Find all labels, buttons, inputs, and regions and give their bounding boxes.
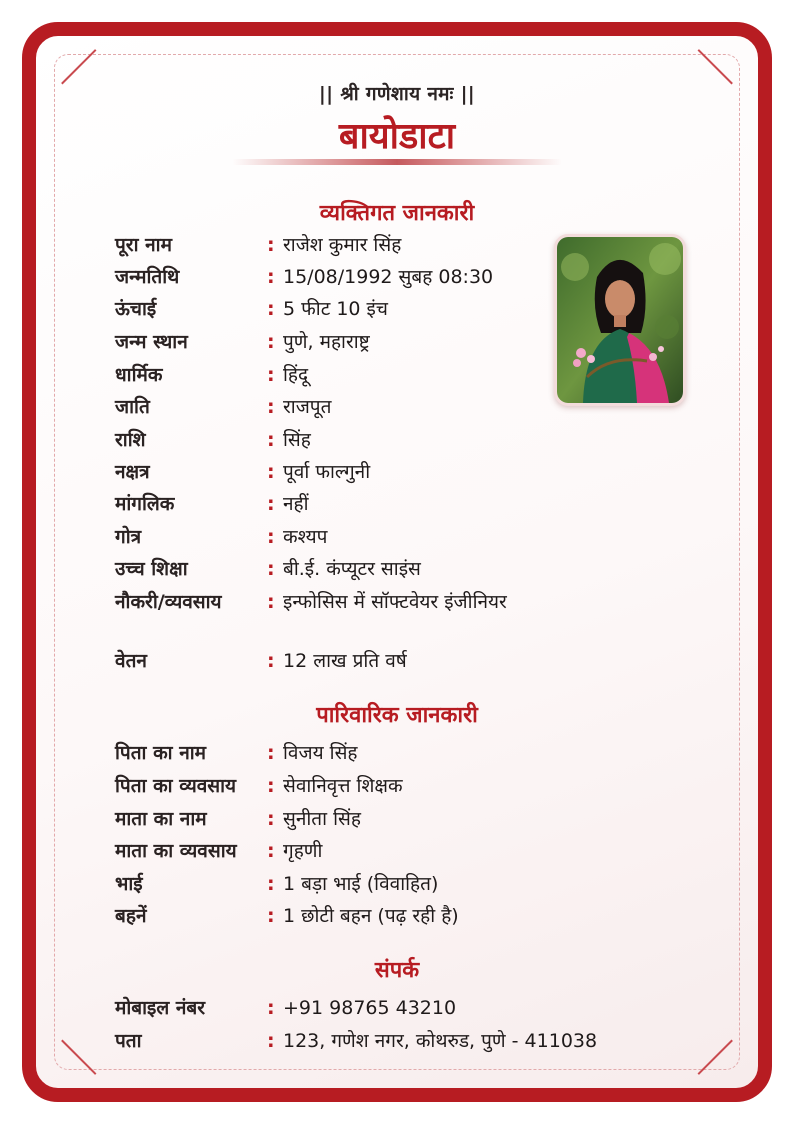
field-separator: : — [267, 591, 275, 613]
field-label: माता का व्यवसाय — [115, 840, 237, 862]
field-separator: : — [267, 396, 275, 418]
field-separator: : — [267, 298, 275, 320]
field-separator: : — [267, 558, 275, 580]
field-mother-name — [115, 806, 635, 838]
field-value: पूर्वा फाल्गुनी — [283, 461, 371, 483]
field-value: सिंह — [283, 429, 311, 451]
field-separator: : — [267, 873, 275, 895]
field-value: विजय सिंह — [283, 742, 358, 764]
field-value: 5 फीट 10 इंच — [283, 298, 388, 320]
field-sisters — [115, 903, 635, 935]
field-label: ऊंचाई — [115, 298, 157, 320]
field-religion — [115, 362, 635, 394]
field-education — [115, 556, 635, 588]
field-label: जाति — [115, 396, 150, 418]
field-address — [115, 1028, 635, 1060]
field-father-name — [115, 740, 635, 772]
field-father-occupation — [115, 773, 635, 805]
field-value: सेवानिवृत्त शिक्षक — [283, 775, 403, 797]
field-separator: : — [267, 650, 275, 672]
field-mobile — [115, 995, 635, 1027]
field-separator: : — [267, 461, 275, 483]
field-label: माता का नाम — [115, 808, 207, 830]
field-label: मांगलिक — [115, 493, 175, 515]
field-label: पिता का व्यवसाय — [115, 775, 237, 797]
field-separator: : — [267, 808, 275, 830]
field-label: बहनें — [115, 905, 147, 927]
field-value: 15/08/1992 सुबह 08:30 — [283, 266, 494, 288]
field-height — [115, 296, 635, 328]
section-title-contact: संपर्क — [374, 958, 420, 983]
corner-ornament — [698, 1040, 749, 1091]
field-separator: : — [267, 364, 275, 386]
field-full-name — [115, 232, 635, 264]
field-separator: : — [267, 526, 275, 548]
field-nakshatra — [115, 459, 635, 491]
field-zodiac — [115, 427, 635, 459]
field-value: राजेश कुमार सिंह — [283, 234, 402, 256]
field-separator: : — [267, 775, 275, 797]
field-value: सुनीता सिंह — [283, 808, 361, 830]
corner-ornament — [46, 1040, 97, 1091]
field-value: कश्यप — [283, 526, 328, 548]
field-mother-occupation — [115, 838, 635, 870]
field-value: +91 98765 43210 — [283, 997, 457, 1019]
field-separator: : — [267, 997, 275, 1019]
field-brothers — [115, 871, 635, 903]
field-value: राजपूत — [283, 396, 332, 418]
field-label: पता — [115, 1030, 142, 1052]
field-value: नहीं — [283, 493, 309, 515]
field-occupation — [115, 589, 635, 647]
field-label: नक्षत्र — [115, 461, 150, 483]
field-label: जन्म स्थान — [115, 331, 188, 353]
field-label: उच्च शिक्षा — [115, 558, 188, 580]
blessing-line: || श्री गणेशाय नमः || — [318, 83, 476, 105]
field-separator: : — [267, 429, 275, 451]
field-birth-place — [115, 329, 635, 361]
field-gotra — [115, 524, 635, 556]
field-separator: : — [267, 905, 275, 927]
field-separator: : — [267, 840, 275, 862]
field-separator: : — [267, 493, 275, 515]
corner-ornament — [698, 34, 749, 85]
field-label: धार्मिक — [115, 364, 163, 386]
field-separator: : — [267, 266, 275, 288]
section-title-personal: व्यक्तिगत जानकारी — [319, 201, 475, 226]
field-label: गोत्र — [115, 526, 142, 548]
field-value: हिंदू — [283, 364, 309, 386]
field-value: पुणे, महाराष्ट्र — [283, 331, 370, 353]
corner-ornament — [46, 34, 97, 85]
field-manglik — [115, 491, 635, 523]
field-label: राशि — [115, 429, 146, 451]
field-separator: : — [267, 742, 275, 764]
title-divider — [232, 159, 562, 165]
field-value: इन्फोसिस में सॉफ्टवेयर इंजीनियर — [283, 591, 507, 613]
field-label: भाई — [115, 873, 143, 895]
field-value: 123, गणेश नगर, कोथरुड, पुणे - 411038 — [283, 1030, 598, 1052]
field-birth-date — [115, 264, 635, 296]
field-label: जन्मतिथि — [115, 266, 180, 288]
field-value: बी.ई. कंप्यूटर साइंस — [283, 558, 421, 580]
page-title: बायोडाटा — [338, 116, 456, 157]
field-separator: : — [267, 1030, 275, 1052]
field-value: 1 छोटी बहन (पढ़ रही है) — [283, 905, 459, 927]
field-caste — [115, 394, 635, 426]
field-salary — [115, 648, 635, 680]
field-value: गृहणी — [283, 840, 323, 862]
field-label: मोबाइल नंबर — [115, 997, 206, 1019]
section-title-family: पारिवारिक जानकारी — [316, 703, 478, 728]
field-value: 1 बड़ा भाई (विवाहित) — [283, 873, 439, 895]
field-label: पिता का नाम — [115, 742, 207, 764]
field-label: पूरा नाम — [115, 234, 172, 256]
field-separator: : — [267, 234, 275, 256]
field-separator: : — [267, 331, 275, 353]
field-label: नौकरी/व्यवसाय — [115, 591, 222, 613]
field-label: वेतन — [115, 650, 147, 672]
field-value: 12 लाख प्रति वर्ष — [283, 650, 407, 672]
